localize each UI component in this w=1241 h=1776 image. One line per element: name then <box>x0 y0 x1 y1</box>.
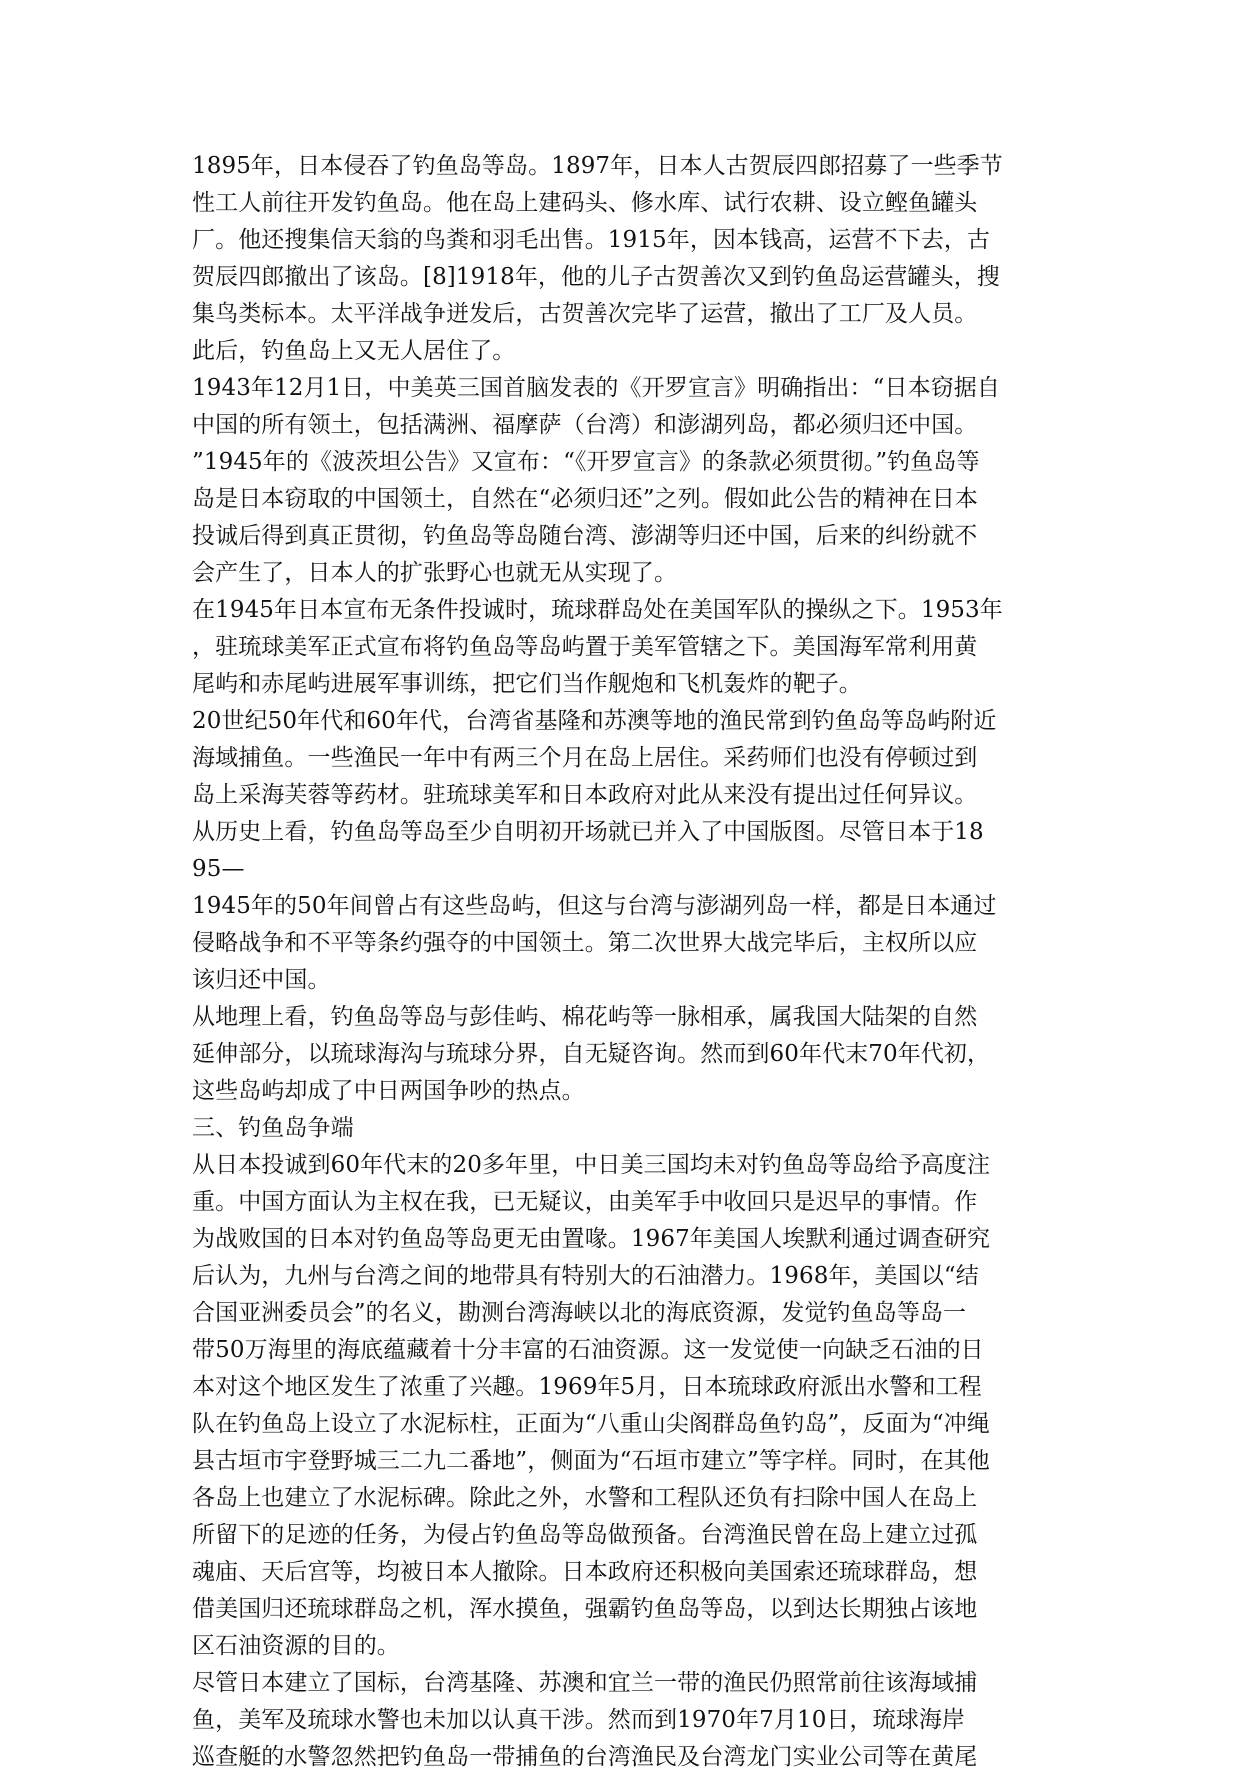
text-line: 鱼，美军及琉球水警也未加以认真干涉。然而到1970年7月10日，琉球海岸 <box>192 1707 966 1733</box>
text-line: 从地理上看，钓鱼岛等岛与彭佳屿、棉花屿等一脉相承，属我国大陆架的自然 <box>192 1004 978 1030</box>
text-line: 性工人前往开发钓鱼岛。他在岛上建码头、修水库、试行农耕、设立鲣鱼罐头 <box>192 190 978 216</box>
text-line: 在1945年日本宣布无条件投诚时，琉球群岛处在美国军队的操纵之下。1953年 <box>192 597 1003 623</box>
text-line: 县古垣市宇登野城三二九二番地”，侧面为“石垣市建立”等字样。同时，在其他 <box>192 1448 990 1474</box>
text-line: 此后，钓鱼岛上又无人居住了。 <box>192 338 516 364</box>
text-line: 1943年12月1日，中美英三国首脑发表的《开罗宣言》明确指出：“日本窃据自 <box>192 375 1000 401</box>
text-line: 延伸部分，以琉球海沟与琉球分界，自无疑咨询。然而到60年代末70年代初， <box>192 1041 991 1067</box>
text-line: 会产生了，日本人的扩张野心也就无从实现了。 <box>192 560 678 586</box>
text-line: 从日本投诚到60年代末的20多年里，中日美三国均未对钓鱼岛等岛给予高度注 <box>192 1152 991 1178</box>
text-line: 95— <box>192 856 245 882</box>
text-line: 后认为，九州与台湾之间的地带具有特别大的石油潜力。1968年，美国以“结 <box>192 1263 979 1289</box>
text-line: 侵略战争和不平等条约强夺的中国领土。第二次世界大战完毕后，主权所以应 <box>192 930 978 956</box>
text-line: 带50万海里的海底蕴藏着十分丰富的石油资源。这一发觉使一向缺乏石油的日 <box>192 1337 984 1363</box>
text-line: 借美国归还琉球群岛之机，浑水摸鱼，强霸钓鱼岛等岛，以到达长期独占该地 <box>192 1596 978 1622</box>
text-line: ，驻琉球美军正式宣布将钓鱼岛等岛屿置于美军管辖之下。美国海军常利用黄 <box>192 634 978 660</box>
text-line: 尽管日本建立了国标，台湾基隆、苏澳和宜兰一带的渔民仍照常前往该海域捕 <box>192 1670 978 1696</box>
text-line: 中国的所有领土，包括满洲、福摩萨（台湾）和澎湖列岛，都必须归还中国。 <box>192 412 978 438</box>
text-line: 这些岛屿却成了中日两国争吵的热点。 <box>192 1078 585 1104</box>
text-line: 该归还中国。 <box>192 967 331 993</box>
document-body <box>192 148 1052 1776</box>
text-line: 魂庙、天后宫等，均被日本人撤除。日本政府还积极向美国索还琉球群岛，想 <box>192 1559 978 1585</box>
text-line: 本对这个地区发生了浓重了兴趣。1969年5月，日本琉球政府派出水警和工程 <box>192 1374 982 1400</box>
text-line: 巡查艇的水警忽然把钓鱼岛一带捕鱼的台湾渔民及台湾龙门实业公司等在黄尾 <box>192 1744 978 1770</box>
text-line: 20世纪50年代和60年代，台湾省基隆和苏澳等地的渔民常到钓鱼岛等岛屿附近 <box>192 708 997 734</box>
text-line: 投诚后得到真正贯彻，钓鱼岛等岛随台湾、澎湖等归还中国，后来的纠纷就不 <box>192 523 978 549</box>
text-line: 合国亚洲委员会”的名义，勘测台湾海峡以北的海底资源，发觉钓鱼岛等岛一 <box>192 1300 967 1326</box>
text-line: 所留下的足迹的任务，为侵占钓鱼岛等岛做预备。台湾渔民曾在岛上建立过孤 <box>192 1522 978 1548</box>
text-line: 队在钓鱼岛上设立了水泥标柱，正面为“八重山尖阁群岛鱼钓岛”，反面为“冲绳 <box>192 1411 990 1437</box>
text-line: 贺辰四郎撤出了该岛。[8]1918年，他的儿子古贺善次又到钓鱼岛运营罐头，搜 <box>192 264 1000 290</box>
text-line: 尾屿和赤尾屿进展军事训练，把它们当作舰炮和飞机轰炸的靶子。 <box>192 671 862 697</box>
text-line: 为战败国的日本对钓鱼岛等岛更无由置喙。1967年美国人埃默利通过调查研究 <box>192 1226 991 1252</box>
text-line: 区石油资源的目的。 <box>192 1633 400 1659</box>
text-line: 岛是日本窃取的中国领土，自然在“必须归还”之列。假如此公告的精神在日本 <box>192 486 979 512</box>
text-line: 海域捕鱼。一些渔民一年中有两三个月在岛上居住。采药师们也没有停顿过到 <box>192 745 978 771</box>
text-line: 各岛上也建立了水泥标碑。除此之外，水警和工程队还负有扫除中国人在岛上 <box>192 1485 978 1511</box>
text-line: 厂。他还搜集信天翁的鸟粪和羽毛出售。1915年，因本钱高，运营不下去，古 <box>192 227 991 253</box>
text-line: 重。中国方面认为主权在我，已无疑议，由美军手中收回只是迟早的事情。作 <box>192 1189 978 1215</box>
text-line: 岛上采海芙蓉等药材。驻琉球美军和日本政府对此从来没有提出过任何异议。 <box>192 782 978 808</box>
text-line: 从历史上看，钓鱼岛等岛至少自明初开场就已并入了中国版图。尽管日本于18 <box>192 819 984 845</box>
text-line: ”1945年的《波茨坦公告》又宣布：“《开罗宣言》的条款必须贯彻。”钓鱼岛等 <box>192 449 980 475</box>
section-heading: 三、钓鱼岛争端 <box>192 1115 354 1141</box>
text-line: 集鸟类标本。太平洋战争迸发后，古贺善次完毕了运营，撤出了工厂及人员。 <box>192 301 978 327</box>
text-line: 1945年的50年间曾占有这些岛屿，但这与台湾与澎湖列岛一样，都是日本通过 <box>192 893 997 919</box>
text-line: 1895年，日本侵吞了钓鱼岛等岛。1897年，日本人古贺辰四郎招募了一些季节 <box>192 153 1003 179</box>
